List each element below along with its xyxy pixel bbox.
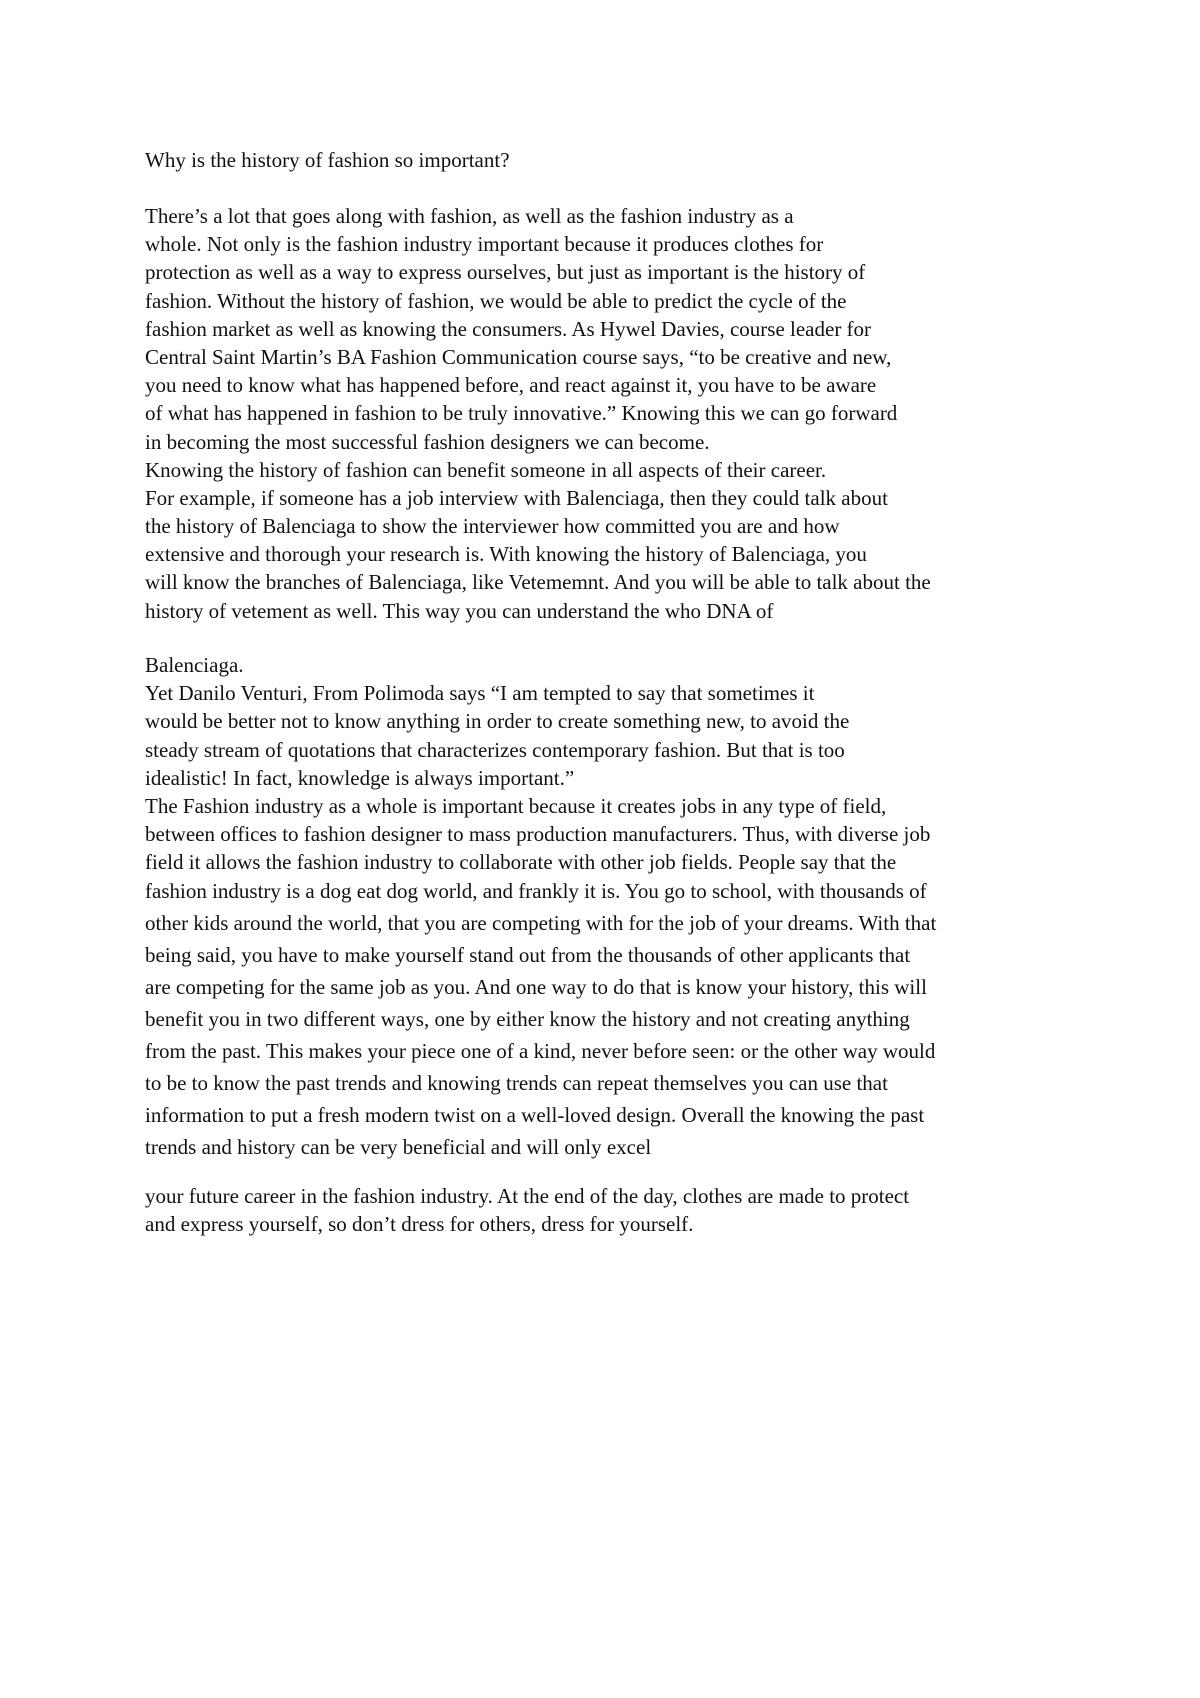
text-line: are competing for the same job as you. And one way to do that is know your history, this will — [145, 975, 927, 999]
text-line: your future career in the fashion industry. At the end of the day, clothes are made to protect — [145, 1184, 910, 1208]
text-line: from the past. This makes your piece one of a kind, never before seen: or the other way would — [145, 1039, 936, 1063]
text-line: idealistic! In fact, knowledge is always important.” — [145, 765, 575, 790]
text-line: Yet Danilo Venturi, From Polimoda says “I am tempted to say that sometimes it — [145, 681, 815, 706]
document-title-block — [145, 146, 1085, 174]
text-line: fashion. Without the history of fashion, we would be able to predict the cycle of the — [145, 288, 847, 313]
text-line: extensive and thorough your research is. With knowing the history of Balenciaga, you — [145, 542, 867, 567]
paragraph-block-1 — [145, 202, 1085, 625]
text-line: fashion industry is a dog eat dog world, and frankly it is. You go to school, with thousands of — [145, 878, 927, 903]
paragraph-block-3 — [145, 907, 1085, 1163]
text-line: Central Saint Martin’s BA Fashion Communication course says, “to be creative and new, — [145, 344, 892, 369]
document-title: Why is the history of fashion so important? — [145, 148, 510, 172]
text-line: For example, if someone has a job interview with Balenciaga, then they could talk about — [145, 485, 888, 510]
text-line: will know the branches of Balenciaga, like Vetememnt. And you will be able to talk about the — [145, 570, 931, 595]
text-line: trends and history can be very beneficial and will only excel — [145, 1135, 652, 1159]
text-line: fashion market as well as knowing the consumers. As Hywel Davies, course leader for — [145, 316, 872, 341]
text-line: of what has happened in fashion to be truly innovative.” Knowing this we can go forward — [145, 401, 898, 426]
text-line: steady stream of quotations that characterizes contemporary fashion. But that is too — [145, 737, 845, 762]
text-line: benefit you in two different ways, one by either know the history and not creating anything — [145, 1007, 910, 1031]
text-line: The Fashion industry as a whole is important because it creates jobs in any type of field, — [145, 793, 887, 818]
text-line: being said, you have to make yourself stand out from the thousands of other applicants that — [145, 943, 911, 967]
paragraph-block-2 — [145, 651, 1085, 905]
paragraph-block-4 — [145, 1182, 1085, 1238]
text-line: field it allows the fashion industry to collaborate with other job fields. People say that the — [145, 850, 897, 875]
text-line: history of vetement as well. This way you can understand the who DNA of — [145, 598, 774, 623]
text-line: There’s a lot that goes along with fashion, as well as the fashion industry as a — [145, 204, 794, 228]
text-line: and express yourself, so don’t dress for others, dress for yourself. — [145, 1212, 694, 1237]
text-line: other kids around the world, that you are competing with for the job of your dreams. With that — [145, 911, 937, 935]
text-line: whole. Not only is the fashion industry important because it produces clothes for — [145, 232, 824, 257]
text-line: in becoming the most successful fashion designers we can become. — [145, 429, 710, 454]
text-line: between offices to fashion designer to mass production manufacturers. Thus, with diverse job — [145, 822, 931, 847]
text-line: information to put a fresh modern twist on a well-loved design. Overall the knowing the past — [145, 1103, 925, 1127]
text-line: the history of Balenciaga to show the interviewer how committed you are and how — [145, 514, 840, 539]
text-line: Balenciaga. — [145, 653, 244, 677]
text-line: would be better not to know anything in order to create something new, to avoid the — [145, 709, 850, 734]
text-line: you need to know what has happened before, and react against it, you have to be aware — [145, 373, 877, 398]
text-line: Knowing the history of fashion can benefit someone in all aspects of their career. — [145, 457, 827, 482]
text-line: to be to know the past trends and knowing trends can repeat themselves you can use that — [145, 1071, 888, 1095]
text-line: protection as well as a way to express ourselves, but just as important is the history of — [145, 260, 866, 285]
